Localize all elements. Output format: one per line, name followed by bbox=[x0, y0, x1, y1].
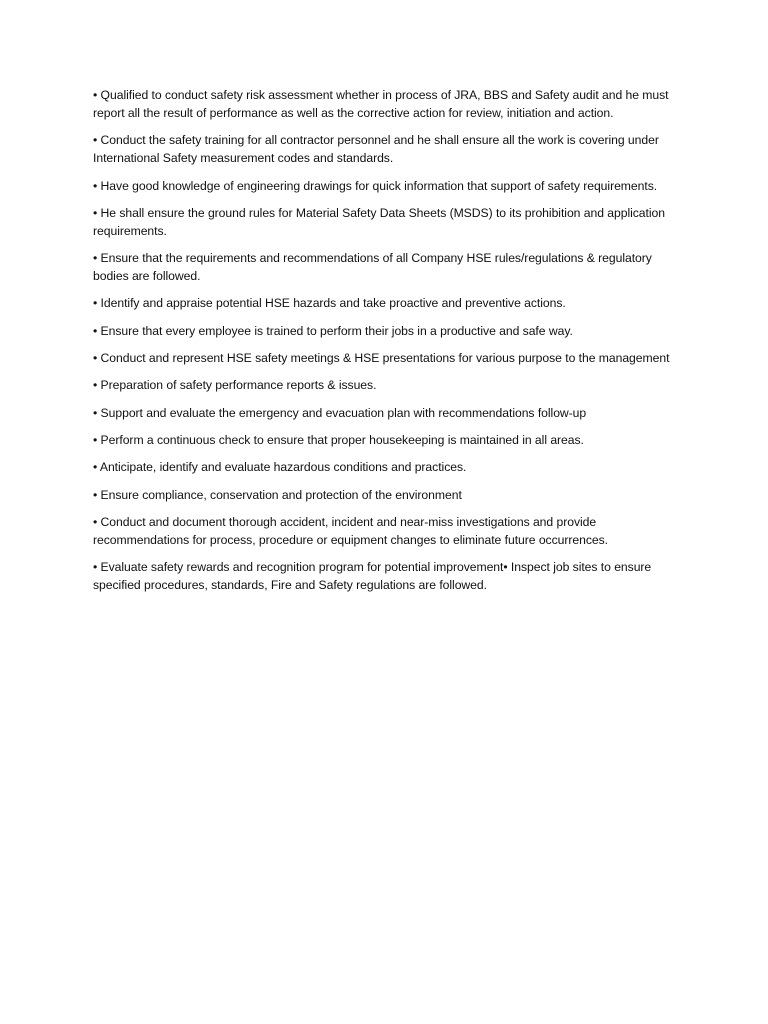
list-item: • He shall ensure the ground rules for Material Safety Data Sheets (MSDS) to its prohibition and application requirements. bbox=[93, 205, 665, 238]
list-item: • Support and evaluate the emergency and evacuation plan with recommendations follow-up bbox=[93, 405, 587, 420]
list-item: • Identify and appraise potential HSE hazards and take proactive and preventive actions. bbox=[93, 296, 566, 311]
list-item: • Ensure that the requirements and recommendations of all Company HSE rules/regulations & regulatory bodies are followed. bbox=[93, 251, 652, 284]
list-item: • Preparation of safety performance reports & issues. bbox=[93, 378, 377, 393]
list-item: • Conduct and represent HSE safety meetings & HSE presentations for various purpose to the management bbox=[93, 351, 670, 366]
list-item: • Ensure compliance, conservation and protection of the environment bbox=[93, 487, 462, 502]
list-item: • Ensure that every employee is trained to perform their jobs in a productive and safe way. bbox=[93, 323, 573, 338]
list-item: • Anticipate, identify and evaluate hazardous conditions and practices. bbox=[93, 460, 467, 475]
list-item: • Evaluate safety rewards and recognition program for potential improvement• Inspect job sites to ensure specified procedures, standards, Fire and Safety regulations are followed. bbox=[93, 560, 652, 593]
list-item: • Qualified to conduct safety risk assessment whether in process of JRA, BBS and Safety audit and he must report all the result of performance as well as the corrective action for review, initiation and action. bbox=[93, 88, 669, 120]
list-item: • Conduct the safety training for all contractor personnel and he shall ensure all the work is covering under International Safety measurement codes and standards. bbox=[93, 133, 659, 166]
list-item: • Conduct and document thorough accident, incident and near-miss investigations and provide recommendations for process, procedure or equipment changes to eliminate future occurrences. bbox=[93, 514, 608, 547]
responsibilities-list bbox=[93, 86, 683, 603]
list-item: • Have good knowledge of engineering drawings for quick information that support of safety requirements. bbox=[93, 178, 658, 193]
list-item: • Perform a continuous check to ensure that proper housekeeping is maintained in all areas. bbox=[93, 432, 584, 447]
